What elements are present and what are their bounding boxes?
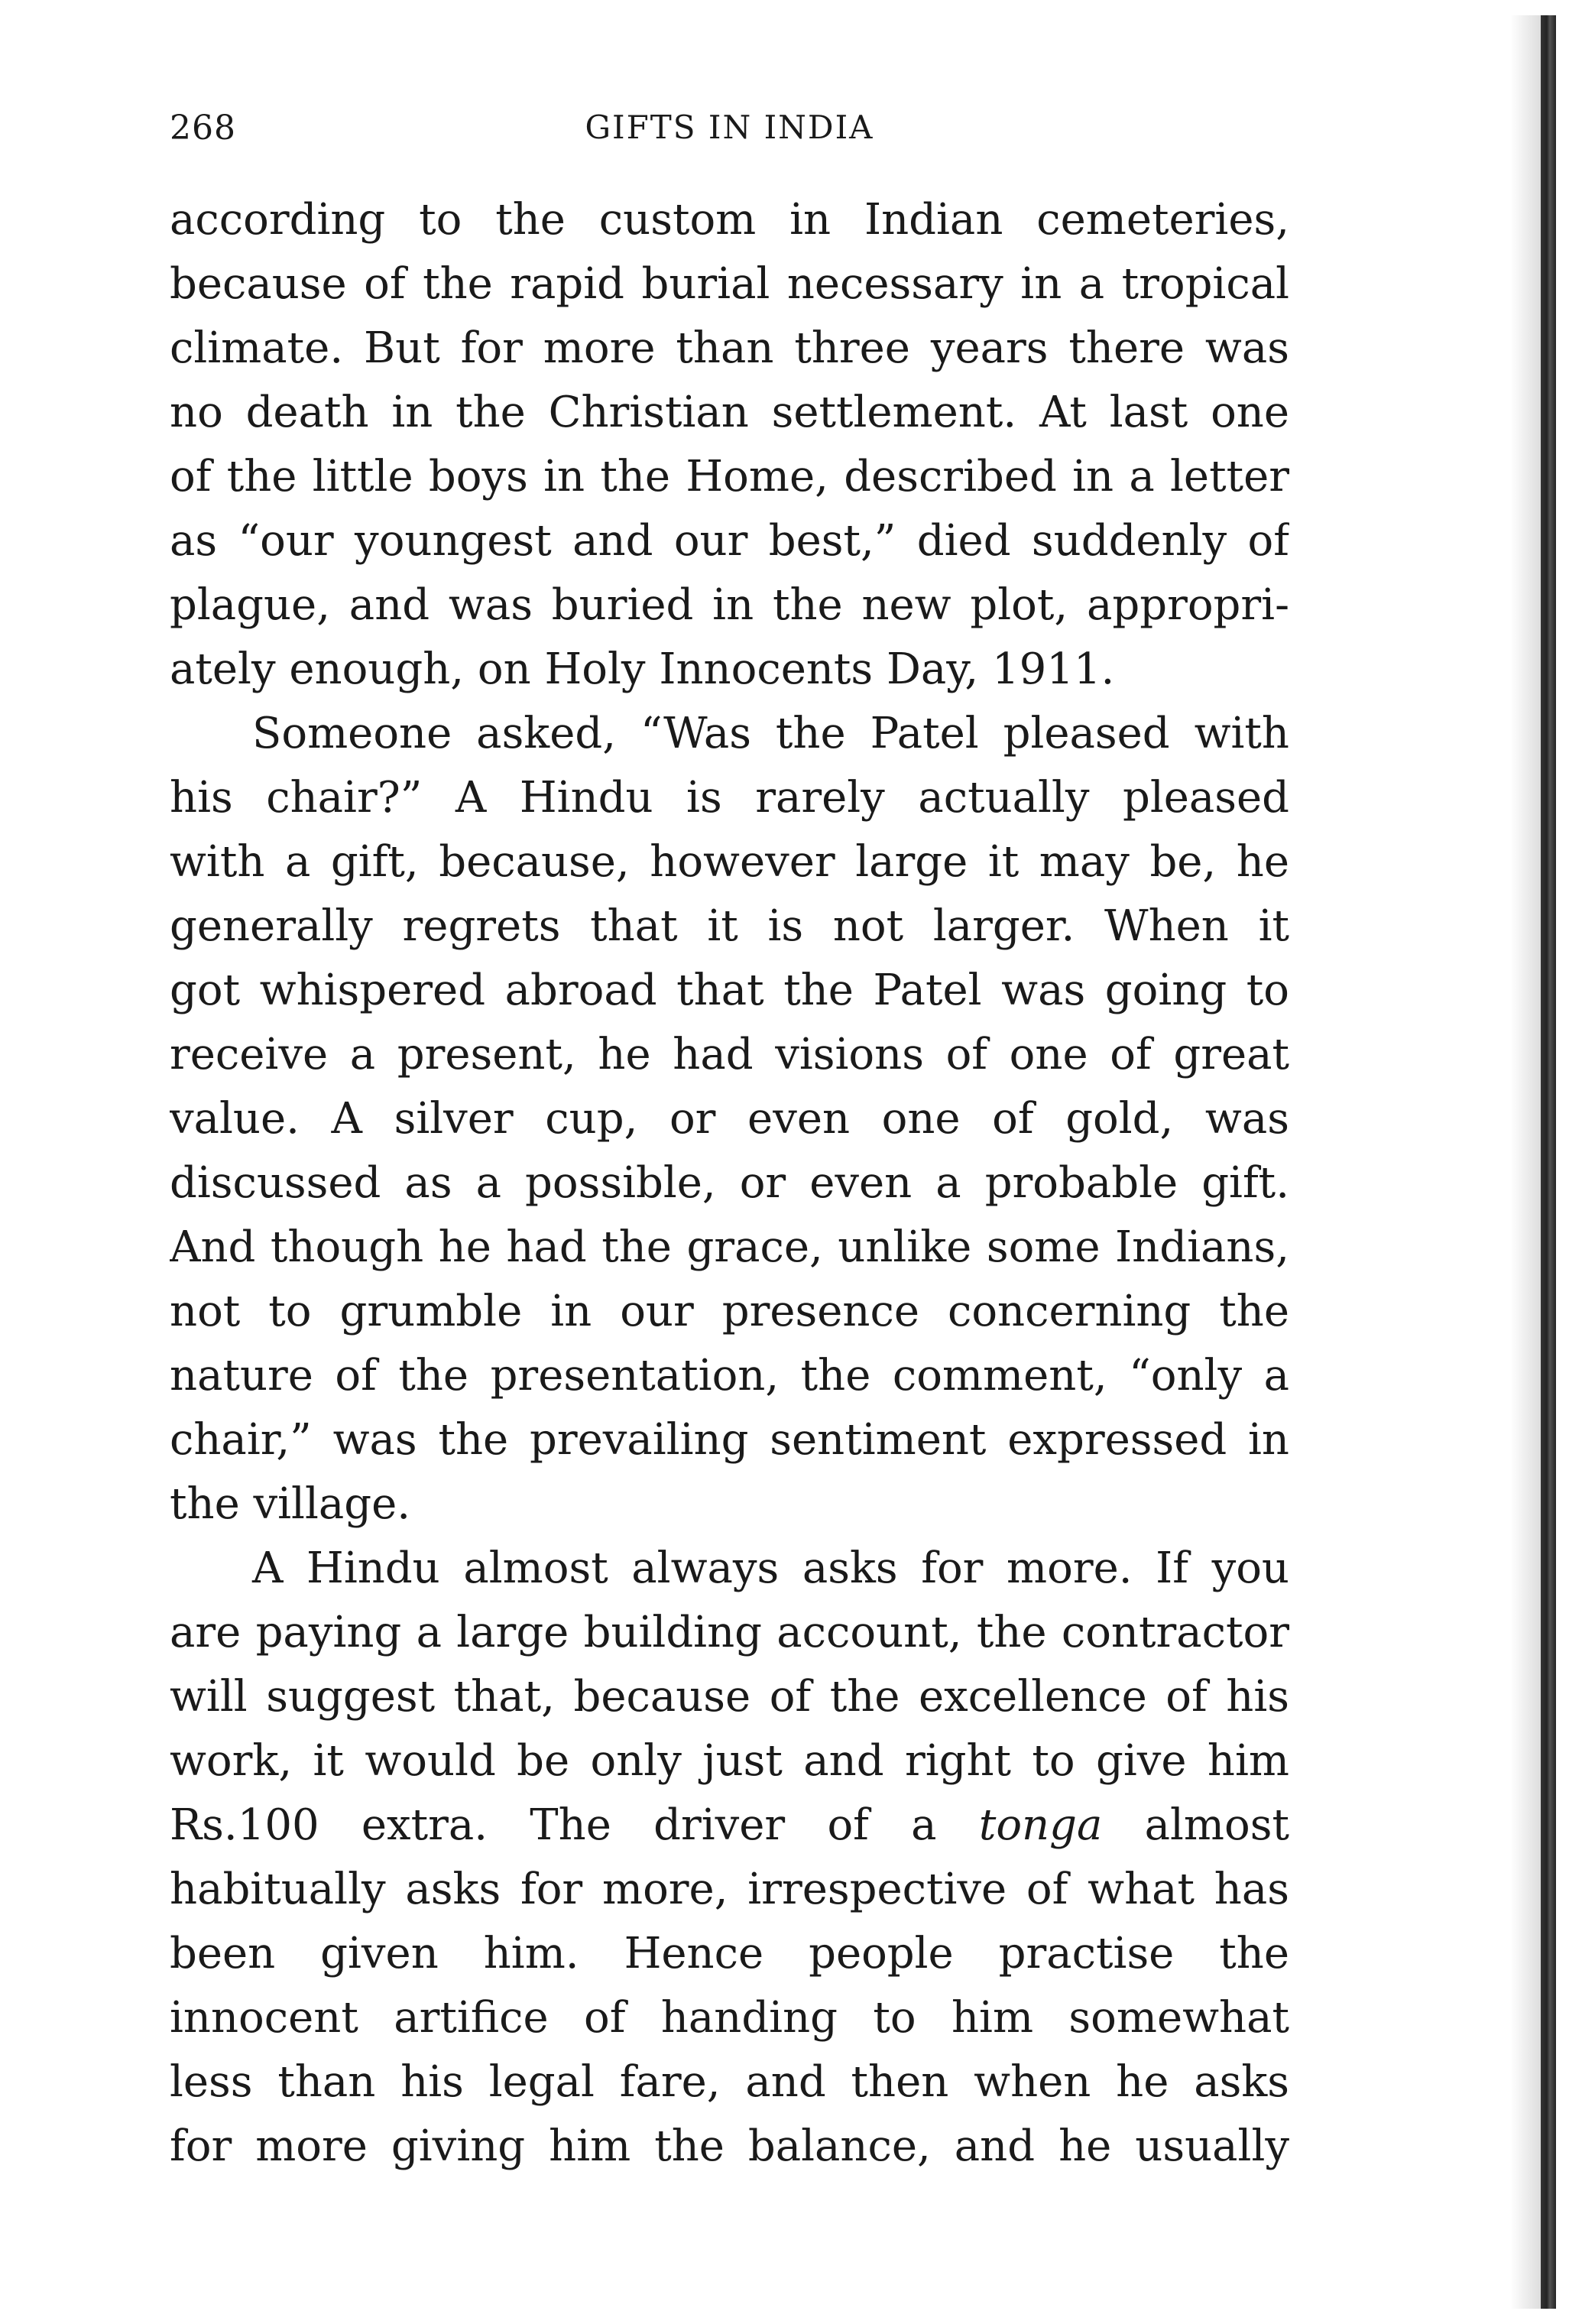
text-line: plague, and was buried in the new plot, appropri-	[170, 580, 1289, 630]
text-line: And though he had the grace, unlike some Indians,	[170, 1222, 1289, 1272]
text-line: nature of the presentation, the comment, “only a	[170, 1351, 1289, 1401]
text-line: less than his legal fare, and then when he asks	[170, 2057, 1289, 2107]
text-line: not to grumble in our presence concerning the	[170, 1287, 1289, 1336]
text-line: got whispered abroad that the Patel was going to	[170, 966, 1289, 1015]
text-line: with a gift, because, however large it may be, he	[170, 837, 1289, 887]
text-line: are paying a large building account, the contractor	[170, 1608, 1289, 1657]
page-number: 268	[170, 109, 236, 148]
text-line: value. A silver cup, or even one of gold, was	[170, 1094, 1289, 1144]
text-line: innocent artifice of handing to him somewhat	[170, 1993, 1289, 2043]
text-line: A Hindu almost always asks for more. If you	[252, 1543, 1289, 1593]
running-title: GIFTS IN INDIA	[585, 109, 874, 146]
text-line: climate. But for more than three years there was	[170, 323, 1289, 373]
text-line: his chair?” A Hindu is rarely actually pleased	[170, 773, 1289, 823]
text-line: as “our youngest and our best,” died suddenly of	[170, 516, 1289, 566]
scan-binding-shadow	[1510, 15, 1541, 2309]
text-line: chair,” was the prevailing sentiment expressed in	[170, 1415, 1289, 1465]
text-line: receive a present, he had visions of one of great	[170, 1030, 1289, 1079]
running-head	[170, 109, 1289, 162]
text-line: for more giving him the balance, and he usually	[170, 2121, 1289, 2171]
text-line-with-italic	[170, 1793, 1289, 1858]
text-line: Someone asked, “Was the Patel pleased with	[252, 709, 1289, 758]
text-line: ately enough, on Holy Innocents Day, 1911.	[170, 644, 1115, 694]
text-line: been given him. Hence people practise the	[170, 1929, 1289, 1978]
italic-word-tonga: tonga	[978, 1800, 1103, 1850]
text-line: habitually asks for more, irrespective of what has	[170, 1865, 1289, 1914]
text-line: will suggest that, because of the excellence of his	[170, 1672, 1289, 1722]
text-line: work, it would be only just and right to give him	[170, 1736, 1289, 1786]
text-line: according to the custom in Indian cemeteries,	[170, 195, 1289, 245]
text-line: no death in the Christian settlement. At last one	[170, 388, 1289, 437]
text-segment: almost	[1144, 1800, 1289, 1850]
body-text	[170, 188, 1289, 2179]
text-line: discussed as a possible, or even a probable gift.	[170, 1158, 1289, 1208]
scan-binding-edge	[1541, 15, 1556, 2309]
text-line: because of the rapid burial necessary in a tropical	[170, 259, 1289, 309]
text-line: generally regrets that it is not larger. When it	[170, 901, 1289, 951]
text-segment: Rs.100 extra. The driver of a	[170, 1800, 937, 1850]
text-line: the village.	[170, 1479, 411, 1529]
text-line: of the little boys in the Home, described in a letter	[170, 452, 1289, 501]
